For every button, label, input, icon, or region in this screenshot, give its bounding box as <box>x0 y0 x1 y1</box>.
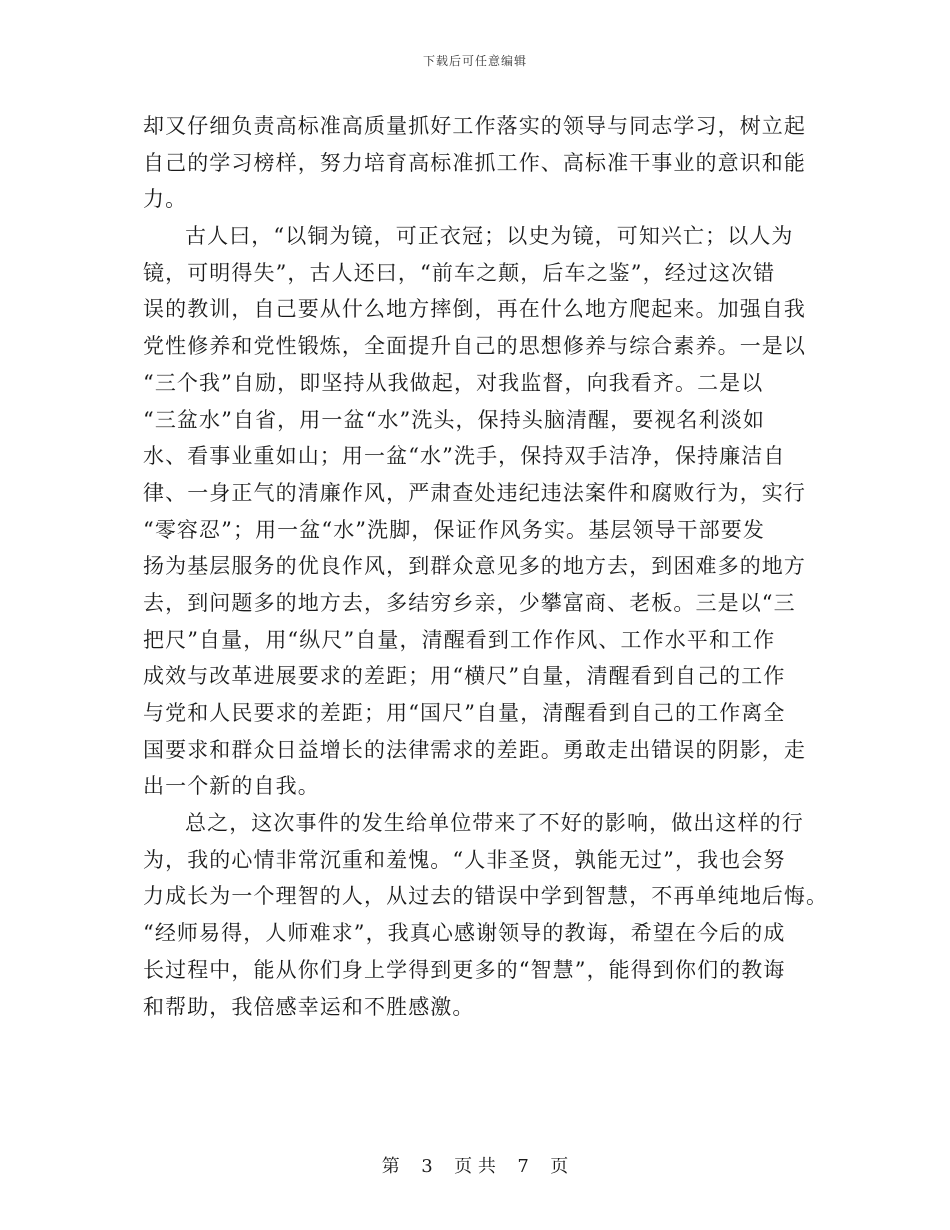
text-line: 去，到问题多的地方去，多结穷乡亲，少攀富商、老板。三是以“三 <box>143 590 796 615</box>
current-page-number: 3 <box>421 1156 433 1177</box>
text-line: 出一个新的自我。 <box>143 774 320 799</box>
text-line: 长过程中，能从你们身上学得到更多的“智慧”，能得到你们的教诲 <box>143 957 786 982</box>
text-line: 为，我的心情非常沉重和羞愧。“人非圣贤，孰能无过”，我也会努 <box>143 847 786 872</box>
total-pages-number: 7 <box>517 1156 529 1177</box>
text-line: 扬为基层服务的优良作风，到群众意见多的地方去，到困难多的地方 <box>143 554 806 579</box>
text-line: “三盆水”自省，用一盆“水”洗头，保持头脑清醒，要视名利淡如 <box>143 407 765 432</box>
text-line: 与党和人民要求的差距；用“国尺”自量，清醒看到自己的工作离全 <box>143 701 786 725</box>
page-label-middle: 页 共 <box>454 1156 496 1177</box>
document-body <box>143 108 829 1025</box>
text-line: 力成长为一个理智的人，从过去的错误中学到智慧，不再单纯地后悔。 <box>143 884 829 909</box>
text-line: 水、看事业重如山；用一盆“水”洗手，保持双手洁净，保持廉洁自 <box>143 444 786 469</box>
text-line: 国要求和群众日益增长的法律需求的差距。勇敢走出错误的阴影，走 <box>143 737 806 762</box>
text-line: 却又仔细负责高标准高质量抓好工作落实的领导与同志学习，树立起 <box>143 114 806 138</box>
text-line: 误的教训，自己要从什么地方摔倒，再在什么地方爬起来。加强自我 <box>143 297 806 322</box>
page-label-suffix: 页 <box>550 1156 569 1177</box>
text-line: “三个我”自励，即坚持从我做起，对我监督，向我看齐。二是以 <box>143 370 764 395</box>
text-line: 成效与改革进展要求的差距；用“横尺”自量，清醒看到自己的工作 <box>143 664 786 689</box>
text-line: 自己的学习榜样，努力培育高标准抓工作、高标准干事业的意识和能 <box>143 150 806 175</box>
page-header: 下载后可任意编辑 <box>422 54 527 68</box>
text-line: 力。 <box>143 187 188 212</box>
text-line: “零容忍”；用一盆“水”洗脚，保证作风务实。基层领导干部要发 <box>143 517 765 542</box>
page-label-prefix: 第 <box>381 1156 400 1177</box>
paragraph-start-line: 总之，这次事件的发生给单位带来了不好的影响，做出这样的行 <box>185 811 804 836</box>
text-line: 和帮助，我倍感幸运和不胜感激。 <box>143 994 475 1019</box>
text-line: 党性修养和党性锻炼，全面提升自己的思想修养与综合素养。一是以 <box>143 334 806 359</box>
paragraph-start-line: 古人曰，“以铜为镜，可正衣冠；以史为镜，可知兴亡；以人为 <box>185 224 794 249</box>
page-footer <box>0 1152 950 1178</box>
text-line: “经师易得，人师难求”，我真心感谢领导的教诲，希望在今后的成 <box>143 921 786 946</box>
text-line: 镜，可明得失”，古人还曰，“前车之颠，后车之鉴”，经过这次错 <box>143 260 776 285</box>
text-line: 把尺”自量，用“纵尺”自量，清醒看到工作作风、工作水平和工作 <box>143 627 776 652</box>
text-line: 律、一身正气的清廉作风，严肃查处违纪违法案件和腐败行为，实行 <box>143 480 806 505</box>
